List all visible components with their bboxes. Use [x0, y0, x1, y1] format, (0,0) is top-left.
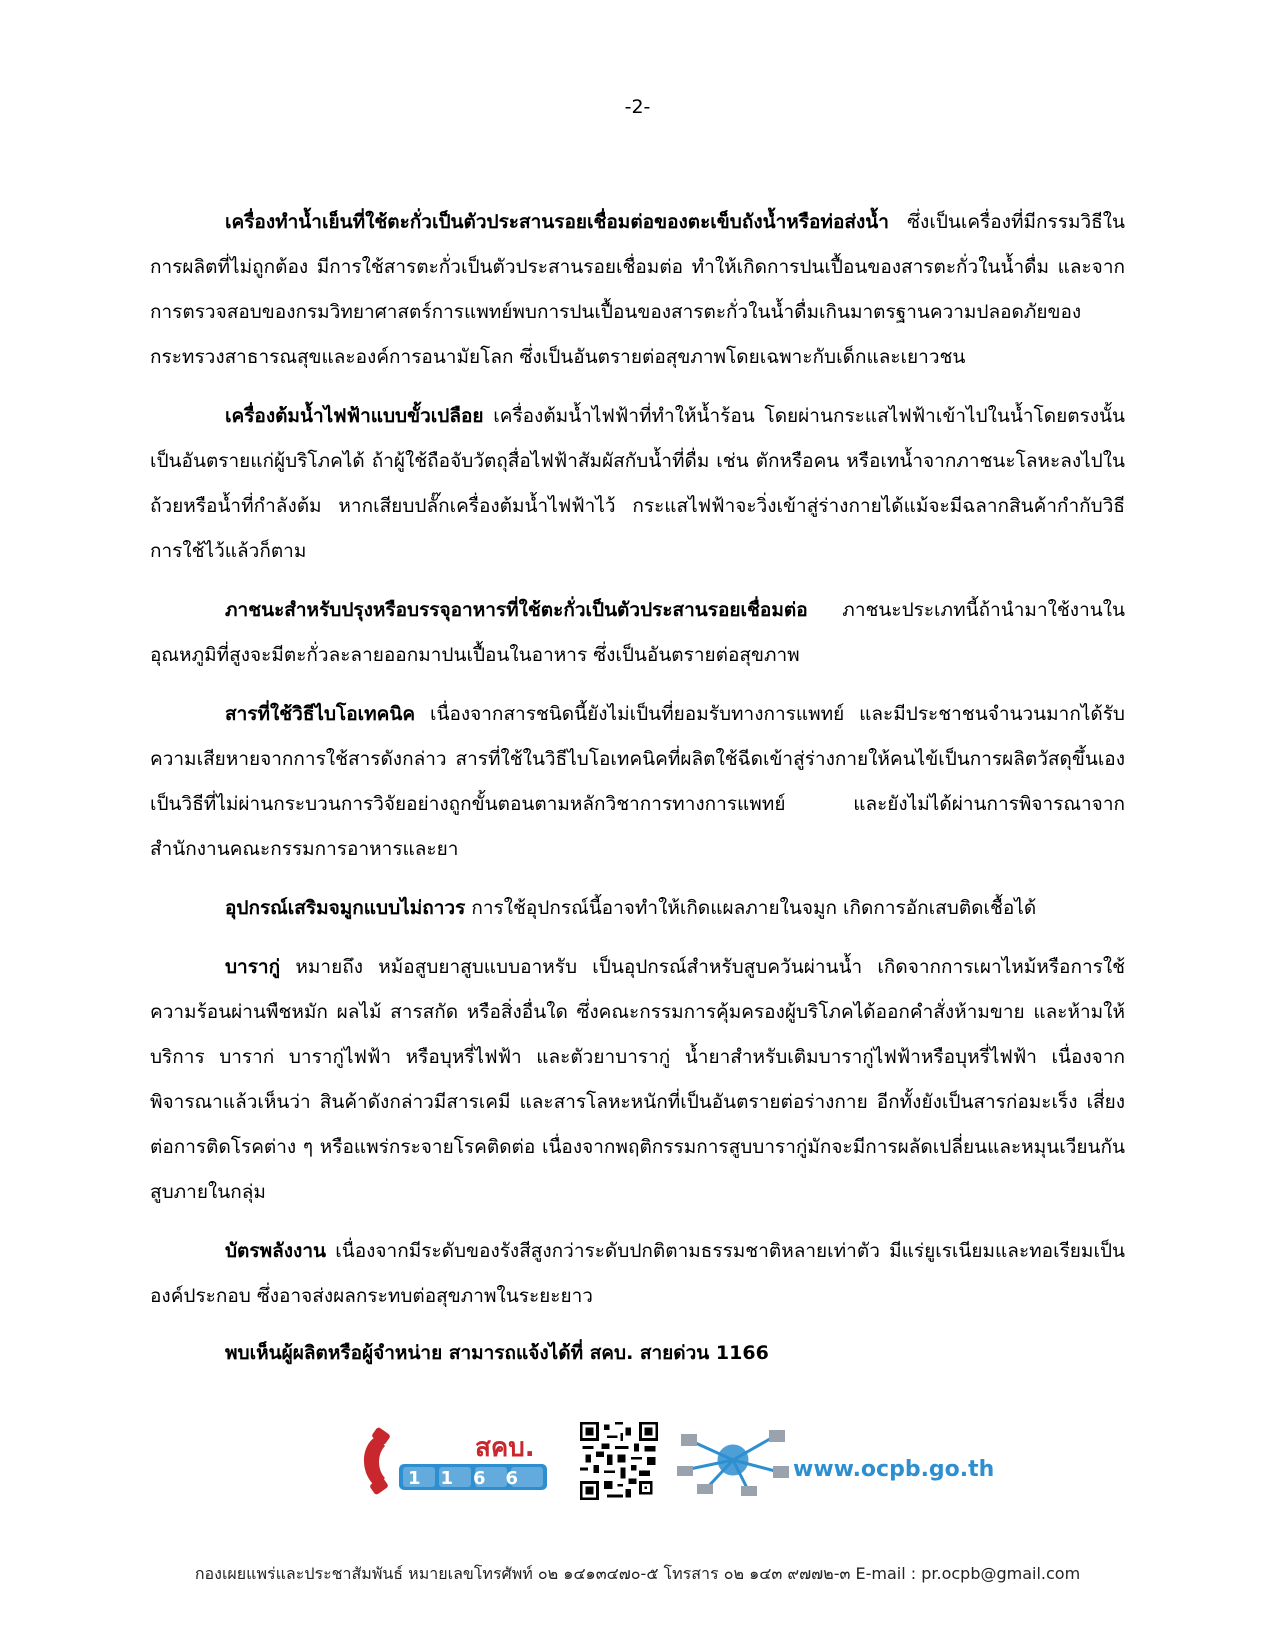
ocpb-website-logo — [675, 1426, 995, 1498]
paragraph-electric-kettle — [150, 394, 1125, 574]
paragraph-heading: ภาชนะสำหรับปรุงหรือบรรจุอาหารที่ใช้ตะกั่วเป็นตัวประสานรอยเชื่อมต่อ — [225, 599, 808, 621]
paragraph-heading: เครื่องต้มน้ำไฟฟ้าแบบขั้วเปลือย — [225, 405, 484, 427]
paragraph-text: เนื่องจากสารชนิดนี้ยังไม่เป็นที่ยอมรับทางการแพทย์ และมีประชาชนจำนวนมากได้รับความเสียหายจากการใช้สารดังกล่าว สารที่ใช้ในวิธีไบโอเทคนิคที่ผลิตใช้ฉีดเข้าสู่ร่างกายให้คนไข้เป็นการผลิตวัสดุขึ้นเอง เป็นวิธีที่ไม่ผ่านกระบวนการวิจัยอย่างถูกขั้นตอนตามหลักวิชาการทางการแพทย์ และยังไม่ได้ผ่านการพิจารณาจากสำนักงานคณะกรรมการอาหารและยา — [150, 703, 1125, 860]
paragraph-heading: บัตรพลังงาน — [225, 1240, 326, 1262]
paragraph-text: เครื่องต้มน้ำไฟฟ้าที่ทำให้น้ำร้อน โดยผ่านกระแสไฟฟ้าเข้าไปในน้ำโดยตรงนั้นเป็นอันตรายแก่ผู้บริโภคได้ ถ้าผู้ใช้ถือจับวัตถุสื่อไฟฟ้าสัมผัสกับน้ำที่ดื่ม เช่น ตักหรือคน หรือเทน้ำจากภาชนะโลหะลงไปในถ้วยหรือน้ำที่กำลังต้ม หากเสียบปลั๊กเครื่องต้มน้ำไฟฟ้าไว้ กระแสไฟฟ้าจะวิ่งเข้าสู่ร่างกายได้แม้จะมีฉลากสินค้ากำกับวิธีการใช้ไว้แล้วก็ตาม — [150, 405, 1125, 562]
paragraph-heading: อุปกรณ์เสริมจมูกแบบไม่ถาวร — [225, 897, 466, 919]
phone-logo-number: 1166 — [407, 1468, 539, 1489]
paragraph-text: เนื่องจากมีระดับของรังสีสูงกว่าระดับปกติตามธรรมชาติหลายเท่าตัว มีแร่ยูเรเนียมและทอเรียมเป็นองค์ประกอบ ซึ่งอาจส่งผลกระทบต่อสุขภาพในระยะยาว — [150, 1240, 1125, 1307]
paragraph-text: หมายถึง หม้อสูบยาสูบแบบอาหรับ เป็นอุปกรณ์สำหรับสูบควันผ่านน้ำ เกิดจากการเผาไหม้หรือการใช้ความร้อนผ่านพืชหมัก ผลไม้ สารสกัด หรือสิ่งอื่นใด ซึ่งคณะกรรมการคุ้มครองผู้บริโภคได้ออกคำสั่งห้ามขาย และห้ามให้บริการ บาราก่ บารากู่ไฟฟ้า หรือบุหรี่ไฟฟ้า และตัวยาบารากู่ น้ำยาสำหรับเติมบารากู่ไฟฟ้าหรือบุหรี่ไฟฟ้า เนื่องจากพิจารณาแล้วเห็นว่า สินค้าดังกล่าวมีสารเคมี และสารโลหะหนักที่เป็นอันตรายต่อร่างกาย อีกทั้งยังเป็นสารก่อมะเร็ง เสี่ยงต่อการติดโรคต่าง ๆ หรือแพร่กระจายโรคติดต่อ เนื่องจากพฤติกรรมการสูบบารากู่มักจะมีการผลัดเปลี่ยนและหมุนเวียนกันสูบภายในกลุ่ม — [150, 956, 1125, 1203]
paragraph-water-cooler — [150, 200, 1125, 380]
logo-strip — [355, 1422, 995, 1502]
ocpb-hotline-logo — [355, 1426, 550, 1494]
paragraph-text: ซึ่งเป็นเครื่องที่มีกรรมวิธีในการผลิตที่ไม่ถูกต้อง มีการใช้สารตะกั่วเป็นตัวประสานรอยเชื่อมต่อ ทำให้เกิดการปนเปื้อนของสารตะกั่วในน้ำดื่ม และจากการตรวจสอบของกรมวิทยาศาสตร์การแพทย์พบการปนเปื้อนของสารตะกั่วในน้ำดื่มเกินมาตรฐานความปลอดภัยของกระทรวงสาธารณสุขและองค์การอนามัยโลก ซึ่งเป็นอันตรายต่อสุขภาพโดยเฉพาะกับเด็กและเยาวชน — [150, 211, 1125, 368]
paragraph-food-container — [150, 588, 1125, 678]
paragraph-biotechnic — [150, 692, 1125, 872]
document-body — [150, 200, 1125, 1373]
paragraph-heading: สารที่ใช้วิธีไบโอเทคนิค — [225, 703, 416, 725]
web-logo-text: www.ocpb.go.th — [793, 1457, 995, 1482]
paragraph-heading: บารากู่ — [225, 956, 281, 978]
paragraph-nose-implant — [150, 886, 1125, 931]
page-number: -2- — [624, 96, 651, 118]
phone-icon — [364, 1426, 391, 1495]
qr-code — [580, 1422, 658, 1500]
paragraph-heading: เครื่องทำน้ำเย็นที่ใช้ตะกั่วเป็นตัวประสานรอยเชื่อมต่อของตะเข็บถังน้ำหรือท่อส่งน้ำ — [225, 211, 889, 233]
footer-contact: กองเผยแพร่และประชาสัมพันธ์ หมายเลขโทรศัพท์ ๐๒ ๑๔๑๓๔๗๐-๕ โทรสาร ๐๒ ๑๔๓ ๙๗๗๒-๓ E-mail : pr.ocpb@gmail.com — [194, 1564, 1081, 1583]
network-icon — [677, 1430, 789, 1496]
phone-logo-text: สคบ. — [475, 1433, 535, 1463]
paragraph-text: ภาชนะประเภทนี้ถ้านำมาใช้งานในอุณหภูมิที่สูงจะมีตะกั่วละลายออกมาปนเปื้อนในอาหาร ซึ่งเป็นอันตรายต่อสุขภาพ — [150, 599, 1125, 666]
paragraph-energy-card — [150, 1229, 1125, 1319]
paragraph-text: การใช้อุปกรณ์นี้อาจทำให้เกิดแผลภายในจมูก เกิดการอักเสบติดเชื้อได้ — [465, 897, 1037, 919]
paragraph-hookah — [150, 945, 1125, 1215]
hotline-notice: พบเห็นผู้ผลิตหรือผู้จำหน่าย สามารถแจ้งได้ที่ สคบ. สายด่วน 1166 — [225, 1342, 769, 1364]
